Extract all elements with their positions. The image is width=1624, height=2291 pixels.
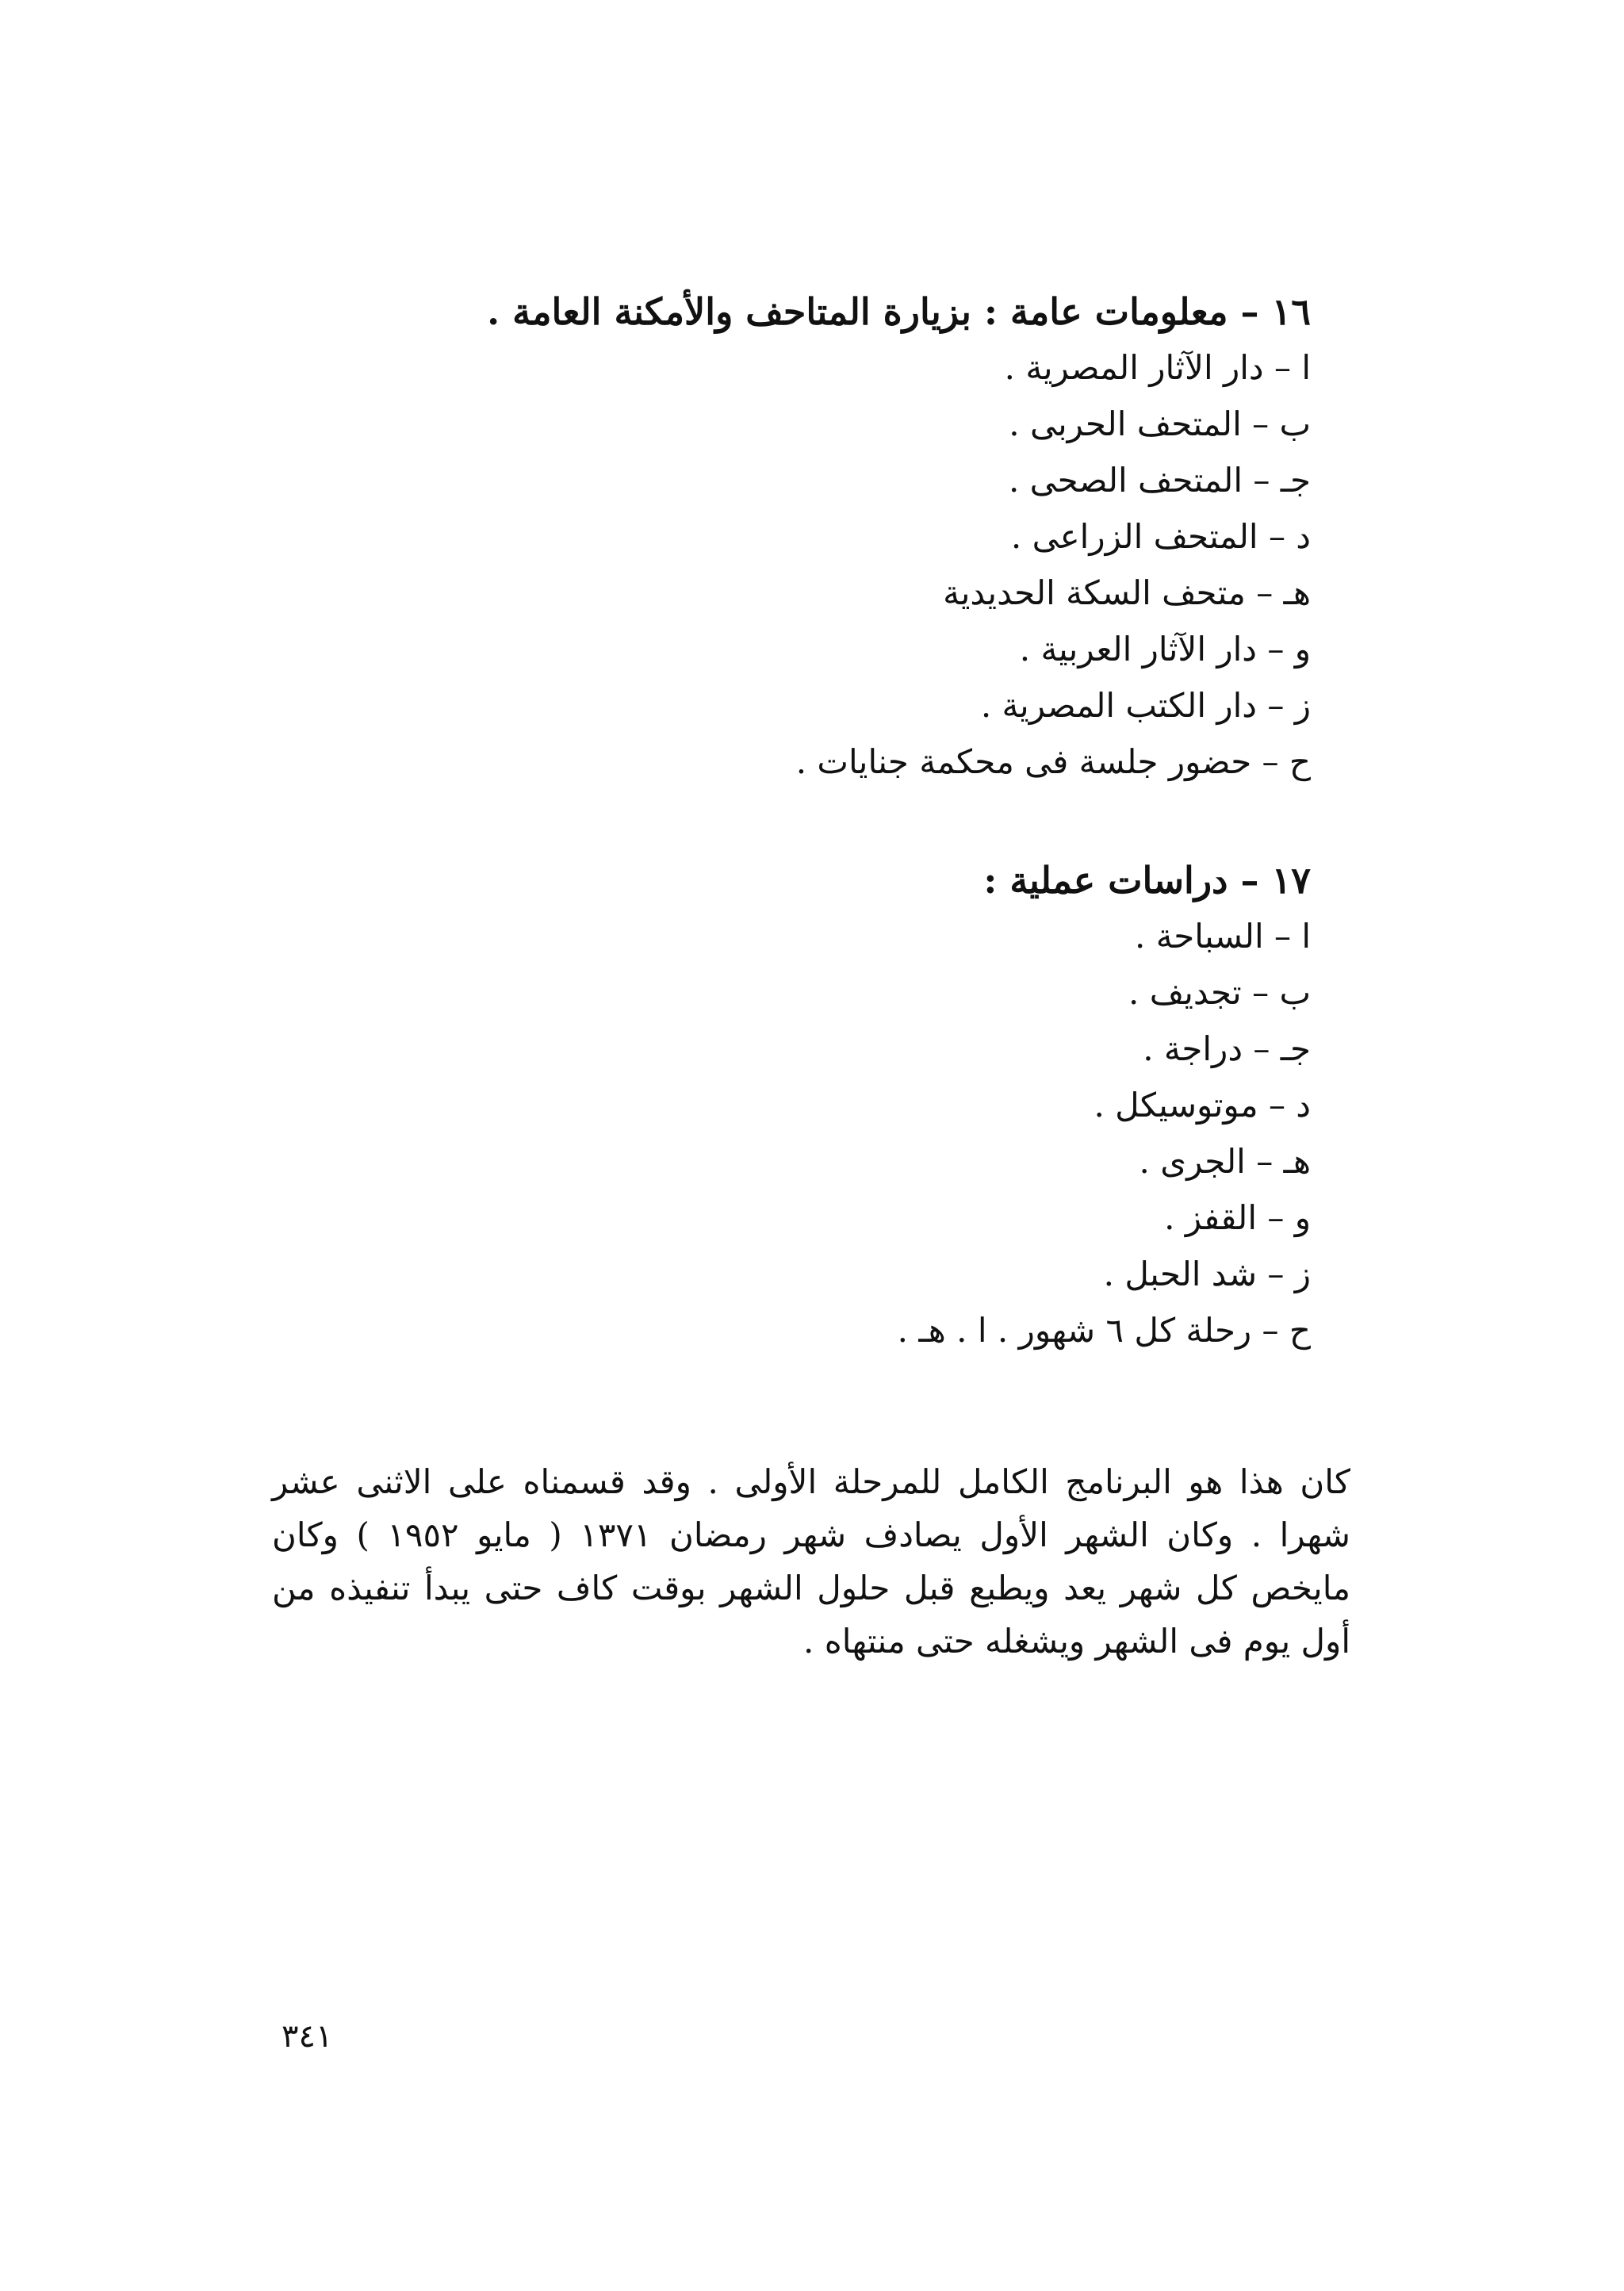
- list-item: هـ – الجرى .: [1139, 1142, 1311, 1181]
- section-17: [898, 852, 1311, 1358]
- body-paragraph: كان هذا هو البرنامج الكامل للمرحلة الأولى . وقد قسمناه على الاثنى عشر شهرا . وكان الشهر الأول يصادف شهر رمضان ١٣٧١ ( مايو ١٩٥٢ ) وكان مايخص كل شهر يعد ويطبع قبل حلول الشهر بوقت كاف حتى يبدأ تنفيذه من أول يوم فى الشهر ويشغله حتى منتهاه .: [272, 1462, 1350, 1661]
- list-item: ح – رحلة كل ٦ شهور . ا . هـ .: [897, 1311, 1311, 1350]
- list-item: ز – شد الحبل .: [1103, 1255, 1311, 1293]
- list-item: ب – تجديف .: [1128, 973, 1311, 1012]
- list-item: هـ – متحف السكة الحديدية: [943, 573, 1311, 612]
- section-16: [487, 284, 1311, 790]
- list-item: جـ – المتحف الصحى .: [1008, 461, 1311, 500]
- list-item: ا – السباحة .: [1135, 917, 1311, 956]
- list-item: و – دار الآثار العربية .: [1019, 630, 1311, 669]
- section-16-heading: ١٦ – معلومات عامة : بزيارة المتاحف والأمكنة العامة .: [487, 290, 1311, 333]
- list-item: ب – المتحف الحربى .: [1009, 404, 1311, 443]
- list-item: جـ – دراجة .: [1143, 1029, 1311, 1068]
- list-item: ز – دار الكتب المصرية .: [980, 686, 1311, 725]
- list-item: ح – حضور جلسة فى محكمة جنايات .: [795, 742, 1311, 781]
- page-number: ٣٤١: [282, 2018, 333, 2055]
- list-item: ا – دار الآثار المصرية .: [1004, 348, 1311, 387]
- section-17-heading: ١٧ – دراسات عملية :: [983, 859, 1311, 902]
- list-item: د – موتوسيكل .: [1094, 1086, 1311, 1124]
- list-item: و – القفز .: [1164, 1198, 1311, 1237]
- list-item: د – المتحف الزراعى .: [1010, 517, 1311, 556]
